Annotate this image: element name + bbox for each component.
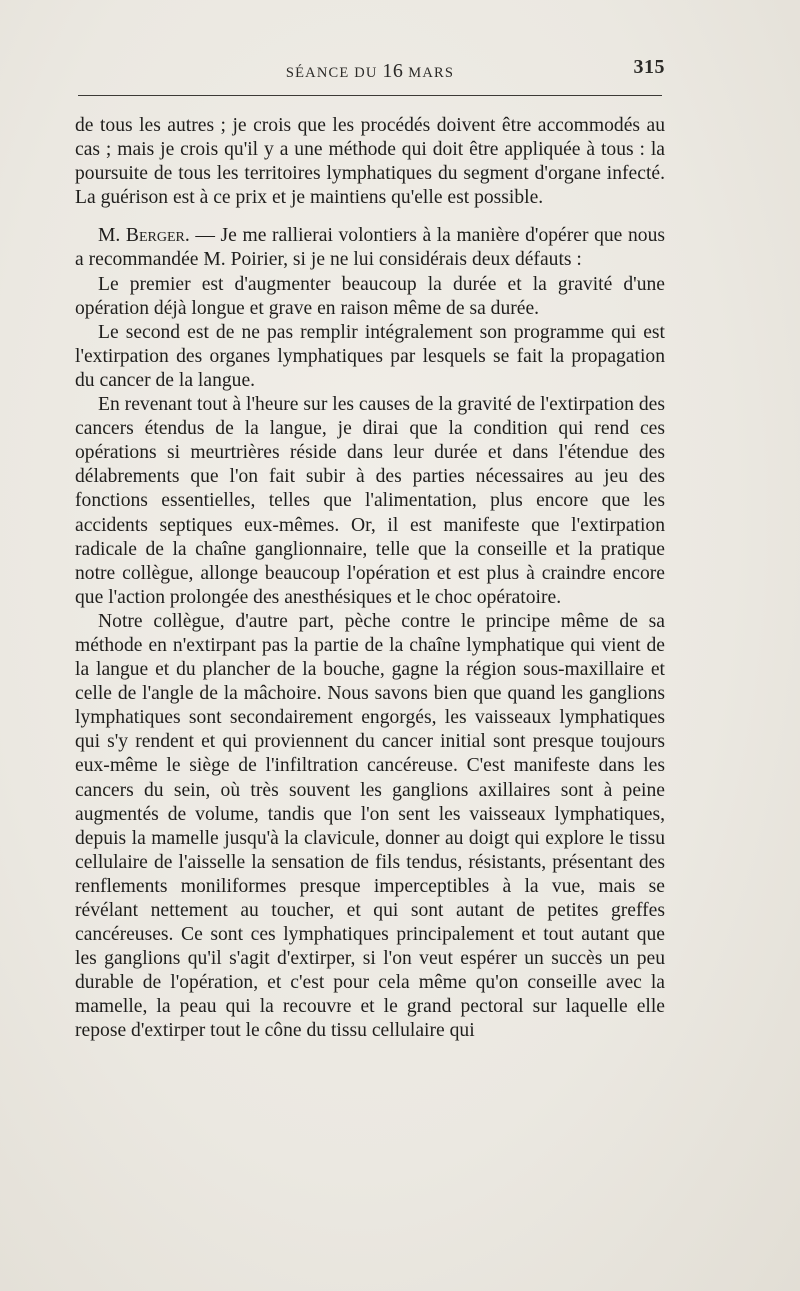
paragraph-6: Notre collègue, d'autre part, pèche contre le principe même de sa méthode en n'extirpant pas la partie de la chaîne lymphatique qui vient de la langue et du plancher de la bouche, gagne la région sous-maxillaire et celle de l'angle de la mâchoire. Nous savons bien que quand les ganglions lymphatiques sont secondairement engorgés, les vaisseaux lymphatiques qui s'y rendent et qui proviennent du cancer initial sont presque toujours eux-même le siège de l'infiltration cancéreuse. C'est manifeste dans les cancers du sein, où très souvent les ganglions axillaires sont à peine augmentés de volume, tandis que l'on sent les vaisseaux lymphatiques, depuis la mamelle jusqu'à la clavicule, donner au doigt qui explore le tissu cellulaire de l'aisselle la sensation de fils tendus, résistants, présentant des renflements moniliformes presque imperceptibles à la vue, mais se révélant nettement au toucher, et qui sont autant de petites greffes cancéreuses. Ce sont ces lymphatiques principalement et tout autant que les ganglions qu'il s'agit d'extirper, si l'on veut espérer un succès un peu durable de l'opération, et c'est pour cela même qu'on conseille avec la mamelle, la peau qui la recouvre et le grand pectoral sur laquelle elle repose d'extirper tout le cône du tissu cellulaire qui xyxy=(75,610,665,1042)
speaker-initial: M. xyxy=(98,225,126,247)
running-title xyxy=(75,60,665,83)
paragraph-1: de tous les autres ; je crois que les procédés doivent être accommodés au cas ; mais je crois qu'il y a une méthode qui doit être appliquée à tous : la poursuite de tous les territoires lymphatiques du segment d'organe infecté. La guérison est à ce prix et je maintiens qu'elle est possible. xyxy=(75,115,665,209)
running-title-pre: SÉANCE DU xyxy=(285,65,383,81)
header-rule xyxy=(78,95,662,96)
paragraph-4: Le second est de ne pas remplir intégralement son programme qui est l'extirpation des organes lymphatiques par lesquels se fait la propagation du cancer de la langue. xyxy=(75,321,665,391)
paragraph-5: En revenant tout à l'heure sur les causes de la gravité de l'extirpation des cancers étendus de la langue, je dirai que la condition qui rend ces opérations si meurtrières réside dans leur durée et dans l'étendue des délabrements que l'on fait subir à des parties nécessaires au jeu des fonctions essentielles, telles que l'alimentation, plus encore que les accidents septiques eux-mêmes. Or, il est manifeste que l'extirpation radicale de la chaîne ganglionnaire, telle que la conseille et la pratique notre collègue, allonge beaucoup l'opération et est plus à craindre encore que l'action prolongée des anesthésiques et le choc opératoire. xyxy=(75,394,665,608)
running-title-day: 16 xyxy=(382,60,404,82)
running-title-post: MARS xyxy=(403,65,455,81)
page-number: 315 xyxy=(633,56,665,78)
running-head xyxy=(75,56,665,86)
paragraph-3: Le premier est d'augmenter beaucoup la durée et la gravité d'une opération déjà longue et grave en raison même de sa durée. xyxy=(75,273,665,319)
speaker-name: Berger xyxy=(125,225,185,247)
paragraph-2-text: . — Je me rallierai volontiers à la manière d'opérer que nous a recommandée M. Poirier, si je ne lui considérais deux défauts : xyxy=(75,225,665,271)
body-text xyxy=(75,114,665,1044)
paragraph-2 xyxy=(75,224,665,272)
